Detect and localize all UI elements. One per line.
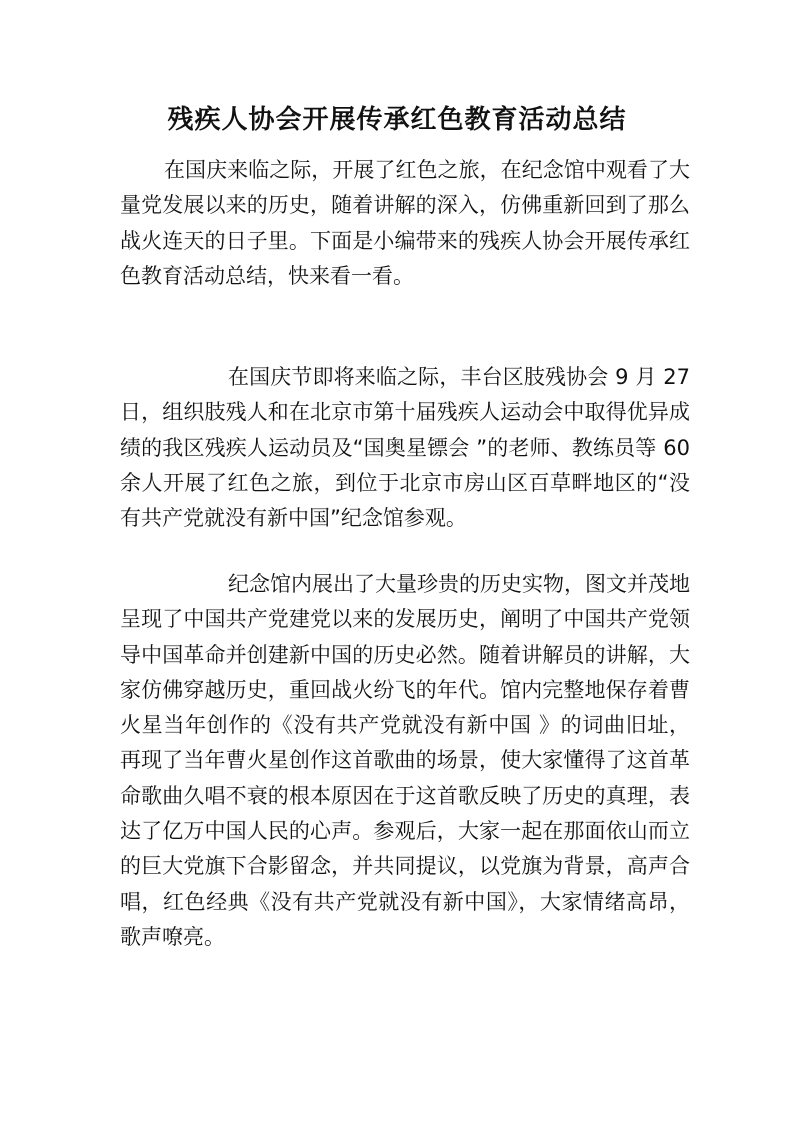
body-paragraph-2: 纪念馆内展出了大量珍贵的历史实物，图文并茂地呈现了中国共产党建党以来的发展历史，阐明了中国共产党领导中国革命并创建新中国的历史必然。随着讲解员的讲解，大家仿佛穿越历史，重回战火纷飞的年代。馆内完整地保存着曹火星当年创作的《没有共产党就没有新中国 》的词曲旧址，再现了当年曹火星创作这首歌曲的场景，使大家懂得了这首革命歌曲久唱不衰的根本原因在于这首歌反映了历史的真理，表达了亿万中国人民的心声。参观后，大家一起在那面依山而立的巨大党旗下合影留念，并共同提议，以党旗为背景，高声合唱，红色经典《没有共产党就没有新中国》，大家情绪高昂，歌声嘹亮。: [120, 572, 690, 949]
intro-paragraph: 在国庆来临之际，开展了红色之旅，在纪念馆中观看了大量党发展以来的历史，随着讲解的深入，仿佛重新回到了那么战火连天的日子里。下面是小编带来的残疾人协会开展传承红色教育活动总结，快来看一看。: [120, 158, 690, 288]
body-paragraph-1: 在国庆节即将来临之际，丰台区肢残协会 9 月 27 日，组织肢残人和在北京市第十届残疾人运动会中取得优异成绩的我区残疾人运动员及“国奥星镖会 ”的老师、教练员等 60 余人开展了红色之旅，到位于北京市房山区百草畔地区的“没有共产党就没有新中国”纪念馆参观。: [120, 365, 690, 531]
document-title: 残疾人协会开展传承红色教育活动总结: [167, 105, 627, 135]
